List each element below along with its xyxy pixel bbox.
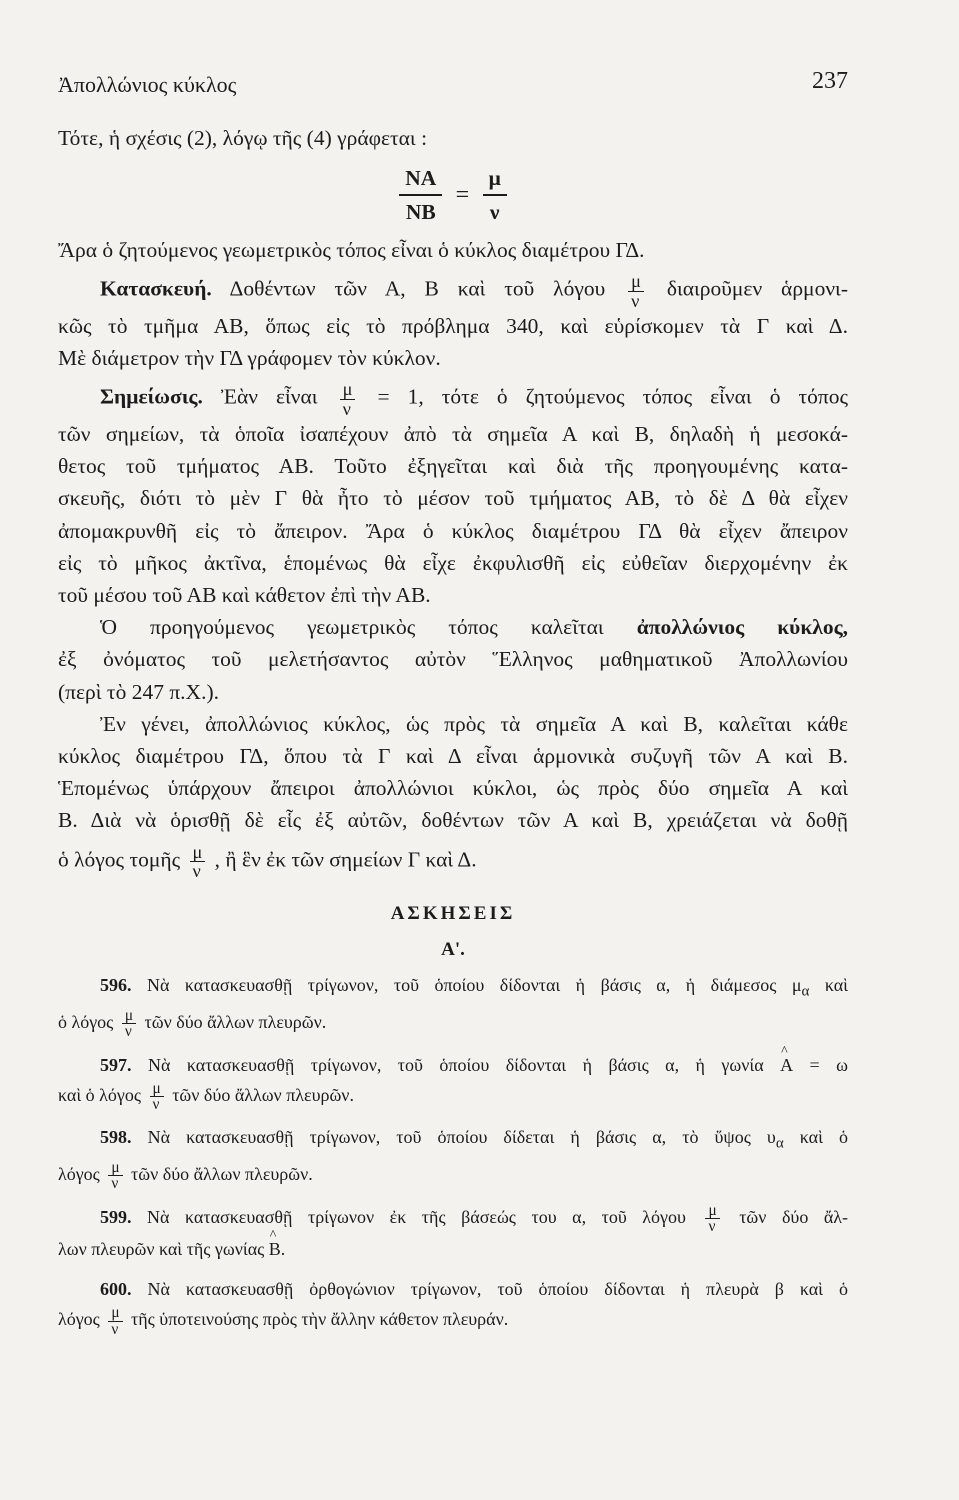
text-line: Ἄρα ὁ ζητούμενος γεωμετρικὸς τόπος εἶναι ὁ κύκλος διαμέτρου ΓΔ. xyxy=(58,238,645,263)
frac-num: μ xyxy=(705,1203,719,1219)
text-line: Ἑπομένως ὑπάρχουν ἄπειροι ἀπολλώνιοι κύκλοι, ὡς πρὸς δύο σημεῖα Α καὶ xyxy=(58,776,848,801)
ratio-mu: μ xyxy=(483,162,507,196)
frac-num: μ xyxy=(122,1008,136,1024)
exercises-heading: ΑΣΚΗΣΕΙΣ xyxy=(390,903,516,925)
text-span: λόγος xyxy=(58,1163,100,1184)
frac-num: μ xyxy=(628,272,644,291)
ratio-denominator: ΝΒ xyxy=(405,200,436,225)
text-span: καὶ ὁ xyxy=(799,1127,849,1148)
ratio-nu: ν xyxy=(489,200,500,225)
frac-num: μ xyxy=(340,380,356,399)
frac-num: μ xyxy=(190,843,206,862)
ratio-equation xyxy=(58,154,848,234)
text-line: τοῦ μέσου τοῦ ΑΒ καὶ κάθετον ἐπὶ τὴν ΑΒ. xyxy=(58,582,431,607)
frac-den: ν xyxy=(111,1320,119,1338)
text-span: Νὰ κατασκευασθῇ τρίγωνον, τοῦ ὁποίου δίδεται ἡ βάσις α, τὸ ὕψος υ xyxy=(147,1127,776,1148)
frac-num: μ xyxy=(150,1081,164,1097)
text-line: Τότε, ἡ σχέσις (2), λόγῳ τῆς (4) γράφεται : xyxy=(58,126,428,150)
exercise-600 xyxy=(58,1274,848,1304)
fraction xyxy=(108,1160,122,1192)
fraction xyxy=(340,380,356,418)
text-line: κύκλος διαμέτρου ΓΔ, ὅπου τὰ Γ καὶ Δ εἶναι ἁρμονικὰ συζυγῆ τῶν Α καὶ Β. xyxy=(58,743,848,768)
text-span: καὶ ὁ λόγος xyxy=(58,1084,141,1105)
frac-den: ν xyxy=(631,290,640,311)
text-span: τῆς ὑποτεινούσης πρὸς τὴν ἄλλην κάθετον πλευράν. xyxy=(131,1309,509,1330)
text-span: Δοθέντων τῶν Α, Β καὶ τοῦ λόγου xyxy=(229,277,606,302)
fraction xyxy=(705,1203,719,1235)
exercise-597-cont xyxy=(58,1080,848,1113)
text-line xyxy=(58,843,848,881)
page-header xyxy=(58,64,848,104)
mu-nu-ratio xyxy=(483,162,507,228)
exercise-list xyxy=(58,970,848,1337)
text-span: ὁ λόγος xyxy=(58,1011,114,1032)
exercise-number: 597. xyxy=(100,1054,132,1075)
frac-num: μ xyxy=(108,1305,122,1321)
text-line: σκευῆς, διότι τὸ μὲν Γ θὰ ἦτο τὸ μέσον τοῦ τμήματος ΑΒ, τὸ δὲ Δ θὰ εἶχεν xyxy=(58,486,848,511)
text-span: τῶν δύο ἄλ- xyxy=(739,1206,849,1227)
text-span: τῶν δύο ἄλλων πλευρῶν. xyxy=(131,1163,313,1184)
text-span: λόγος xyxy=(58,1309,100,1330)
note-line xyxy=(58,380,848,418)
frac-den: ν xyxy=(192,860,201,881)
text-span: = 1, τότε ὁ ζητούμενος τόπος εἶναι ὁ τόπος xyxy=(377,385,849,410)
text-span: τῶν δύο ἄλλων πλευρῶν. xyxy=(172,1084,354,1105)
page-number: 237 xyxy=(812,68,848,94)
subscript: α xyxy=(801,983,810,1000)
text-span: Νὰ κατασκευασθῇ τρίγωνον ἐκ τῆς βάσεώς του α, τοῦ λόγου xyxy=(147,1206,686,1227)
text-line: Ἐν γένει, ἀπολλώνιος κύκλος, ὡς πρὸς τὰ σημεῖα Α καὶ Β, καλεῖται κάθε xyxy=(100,711,848,736)
fraction xyxy=(150,1081,164,1113)
exercise-598-cont xyxy=(58,1159,848,1192)
text-span: = ω xyxy=(809,1054,848,1075)
text-span: . xyxy=(280,1239,286,1260)
book-page xyxy=(58,0,848,1500)
exercises-subheading: Α'. xyxy=(441,939,465,961)
exercise-598 xyxy=(58,1122,848,1159)
text-span: Ὁ προηγούμενος γεωμετρικὸς τόπος καλεῖται xyxy=(100,615,604,640)
ratio-numerator: ΝΑ xyxy=(399,162,442,196)
apollonius-line xyxy=(58,611,848,643)
frac-den: ν xyxy=(708,1217,716,1235)
text-line: Μὲ διάμετρον τὴν ΓΔ γράφομεν τὸν κύκλον. xyxy=(58,346,441,371)
text-span: ὁ λόγος τομῆς xyxy=(58,847,181,872)
construction-label: Κατασκευή. xyxy=(100,277,212,302)
frac-den: ν xyxy=(152,1095,160,1113)
text-line: (περὶ τὸ 247 π.Χ.). xyxy=(58,679,219,704)
text-line: κῶς τὸ τμῆμα ΑΒ, ὅπως εἰς τὸ πρόβλημα 340, καὶ εὑρίσκομεν τὰ Γ καὶ Δ. xyxy=(58,313,848,338)
text-span: τῶν δύο ἄλλων πλευρῶν. xyxy=(144,1011,327,1032)
angle-symbol: ^ Β xyxy=(269,1234,281,1264)
text-span: Ἐὰν εἶναι xyxy=(220,385,318,410)
text-span: Νὰ κατασκευασθῇ ὀρθογώνιον τρίγωνον, τοῦ ὁποίου δίδονται ἡ πλευρὰ β καὶ ὁ xyxy=(147,1279,848,1300)
text-line: τῶν σημείων, τὰ ὁποῖα ἰσαπέχουν ἀπὸ τὰ σημεῖα Α καὶ Β, δηλαδὴ ἡ μεσοκά- xyxy=(58,421,848,446)
text-line: εἰς τὸ μῆκος ἀκτῖνα, ἑπομένως θὰ εἶχε ἐκφυλισθῆ εἰς εὐθεῖαν διερχομένην ἐκ xyxy=(58,550,848,575)
text-line: ἀπομακρυνθῆ εἰς τὸ ἄπειρον. Ἄρα ὁ κύκλος διαμέτρου ΓΔ θὰ εἶχεν ἄπειρον xyxy=(58,518,848,543)
exercise-599-cont xyxy=(58,1234,848,1264)
text-span: Νὰ κατασκευασθῇ τρίγωνον, τοῦ ὁποίου δίδονται ἡ βάσις α, ἡ διάμεσος μ xyxy=(146,975,802,996)
exercise-599 xyxy=(58,1202,848,1235)
fraction xyxy=(108,1305,122,1337)
note-label: Σημείωσις. xyxy=(100,385,203,410)
frac-den: ν xyxy=(342,398,351,419)
exercise-number: 599. xyxy=(100,1206,132,1227)
main-text xyxy=(58,122,848,1337)
angle-symbol: ^ Α xyxy=(780,1050,793,1080)
apollonius-term: ἀπολλώνιος κύκλος, xyxy=(636,615,849,640)
exercise-596 xyxy=(58,970,848,1007)
segment-ratio xyxy=(399,162,442,228)
text-span: καὶ xyxy=(824,975,848,996)
frac-den: ν xyxy=(111,1175,119,1193)
text-span: , ἢ ἓν ἐκ τῶν σημείων Γ καὶ Δ. xyxy=(214,847,477,872)
running-title: Ἀπολλώνιος κύκλος xyxy=(58,72,237,97)
exercise-number: 598. xyxy=(100,1127,132,1148)
text-line: ἐξ ὀνόματος τοῦ μελετήσαντος αὐτὸν Ἕλληνος μαθηματικοῦ Ἀπολλωνίου xyxy=(58,647,848,672)
fraction xyxy=(122,1008,136,1040)
fraction xyxy=(628,272,644,310)
text-line: θετος τοῦ τμήματος ΑΒ. Τοῦτο ἐξηγεῖται καὶ διὰ τῆς προηγουμένης κατα- xyxy=(58,454,848,479)
frac-den: ν xyxy=(124,1023,132,1041)
text-span: λων πλευρῶν καὶ τῆς γωνίας xyxy=(58,1239,265,1260)
text-line: Β. Διὰ νὰ ὁρισθῇ δὲ εἷς ἐξ αὐτῶν, δοθέντων τῶν Α καὶ Β, χρειάζεται νὰ δοθῇ xyxy=(58,808,848,833)
subscript: α xyxy=(775,1135,784,1152)
exercise-596-cont xyxy=(58,1007,848,1040)
text-span: Νὰ κατασκευασθῇ τρίγωνον, τοῦ ὁποίου δίδονται ἡ βάσις α, ἡ γωνία xyxy=(147,1054,764,1075)
frac-num: μ xyxy=(108,1160,122,1176)
fraction xyxy=(190,843,206,881)
exercise-number: 596. xyxy=(100,975,132,996)
exercise-597 xyxy=(58,1050,848,1080)
construction-line xyxy=(58,272,848,310)
equals-sign: = xyxy=(455,182,470,209)
exercise-number: 600. xyxy=(100,1279,132,1300)
text-span: διαιροῦμεν ἁρμονι- xyxy=(666,277,848,302)
exercise-600-cont xyxy=(58,1304,848,1337)
